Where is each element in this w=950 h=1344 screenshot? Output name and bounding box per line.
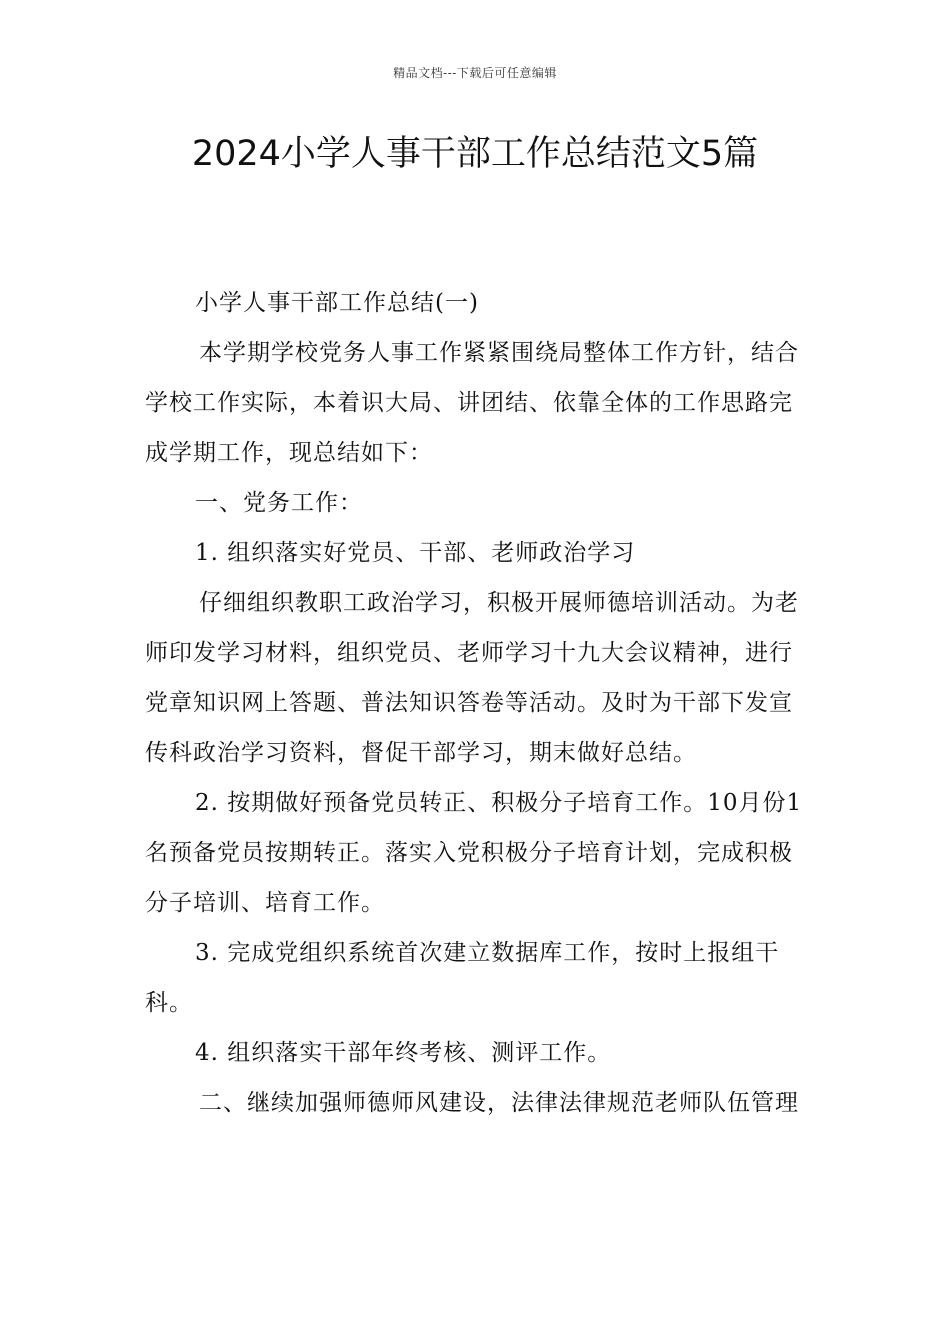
paragraph: 仔细组织教职工政治学习，积极开展师德培训活动。为老师印发学习材料，组织党员、老师学习十九大会议精神，进行党章知识网上答题、普法知识答卷等活动。及时为干部下发宣传科政治学习资料，督促干部学习，期末做好总结。: [145, 590, 799, 766]
list-item: 2. 按期做好预备党员转正、积极分子培育工作。10月份1名预备党员按期转正。落实入党积极分子培育计划，完成积极分子培训、培育工作。: [145, 790, 803, 916]
header-note: 精品文档---下载后可任意编辑: [393, 66, 557, 80]
list-item: 3. 完成党组织系统首次建立数据库工作，按时上报组干科。: [145, 940, 780, 1016]
document-title: 2024小学人事干部工作总结范文5篇: [191, 134, 759, 174]
section-heading: 二、继续加强师德师风建设，法律法律规范老师队伍管理: [199, 1090, 799, 1116]
section-heading: 一、党务工作：: [195, 490, 363, 516]
list-item: 4. 组织落实干部年终考核、测评工作。: [195, 1040, 612, 1066]
document-body: [145, 278, 810, 1128]
paragraph: 本学期学校党务人事工作紧紧围绕局整体工作方针，结合学校工作实际，本着识大局、讲团结、依靠全体的工作思路完成学期工作，现总结如下：: [145, 340, 799, 466]
section-heading: 小学人事干部工作总结(一): [195, 290, 479, 316]
list-item: 1. 组织落实好党员、干部、老师政治学习: [195, 540, 636, 566]
